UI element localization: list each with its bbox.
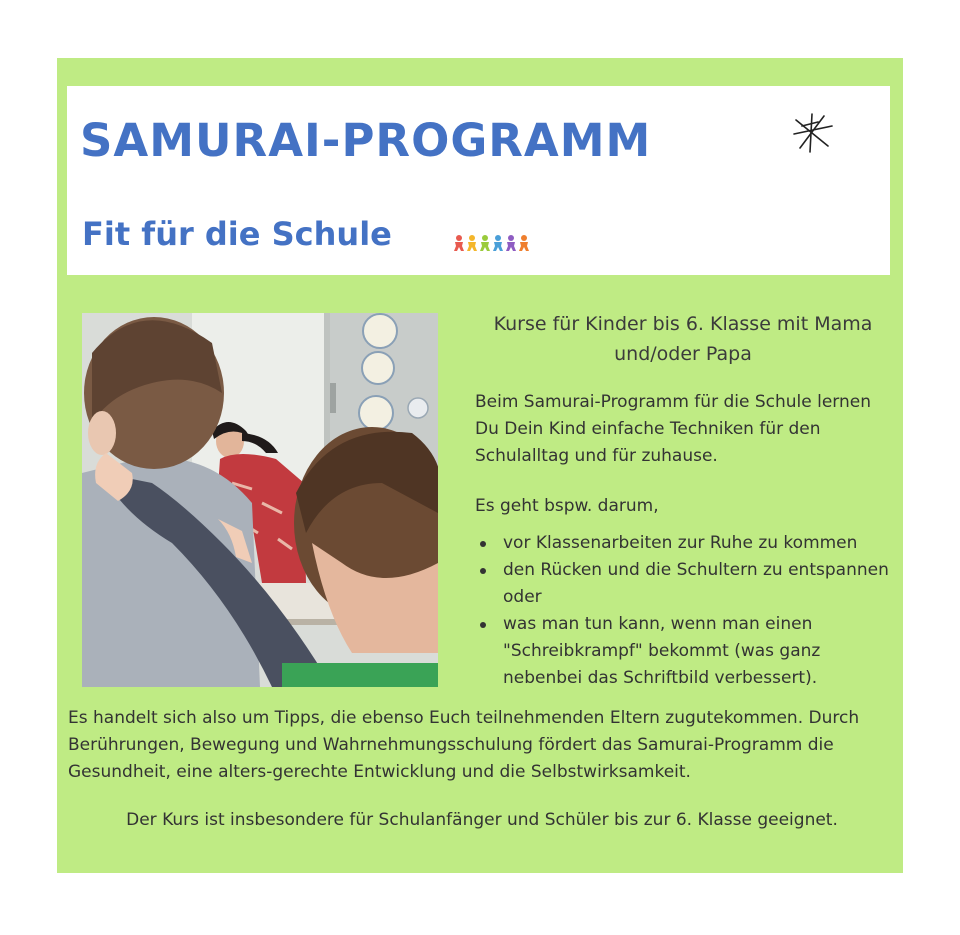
list-item: was man tun kann, wenn man einen "Schreibkrampf" bekommt (was ganz nebenbei das Schriftbild verbessert). xyxy=(475,611,895,692)
list-item: vor Klassenarbeiten zur Ruhe zu kommen xyxy=(475,530,895,557)
list-item: den Rücken und die Schultern zu entspannen oder xyxy=(475,557,895,611)
intro-text: Beim Samurai-Programm für die Schule lernen Du Dein Kind einfache Techniken für den Schulalltag und für zuhause. xyxy=(475,392,871,466)
paper-doll-chain-icon xyxy=(452,234,536,256)
class-photo xyxy=(82,313,438,687)
description-paragraph: Es handelt sich also um Tipps, die ebenso Euch teilnehmenden Eltern zugutekommen. Durch Berührungen, Bewegung und Wahrnehmungsschulung fördert das Samurai-Programm die Gesundheit, eine alters-gerechte Entwicklung und die Selbstwirksamkeit. xyxy=(68,708,860,782)
intro-lead-text: Es geht bspw. darum, xyxy=(475,496,659,516)
page-title: SAMURAI-PROGRAMM xyxy=(80,114,652,167)
closing-text: Der Kurs ist insbesondere für Schulanfänger und Schüler bis zur 6. Klasse geeignet. xyxy=(126,810,838,830)
course-heading: Kurse für Kinder bis 6. Klasse mit Mama und/oder Papa xyxy=(493,313,873,365)
bullet-list xyxy=(475,530,895,692)
page-subtitle: Fit für die Schule xyxy=(82,215,392,253)
star-doodle-icon xyxy=(790,112,836,158)
